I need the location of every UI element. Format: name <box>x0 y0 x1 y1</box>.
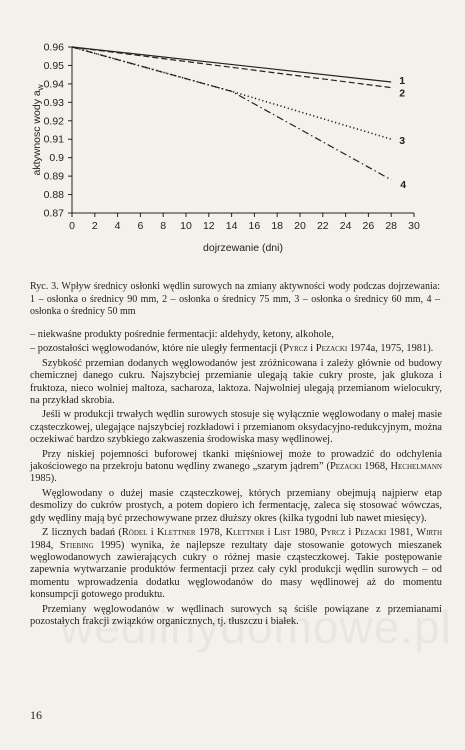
figure-caption: Ryc. 3. Wpływ średnicy osłonki wędlin surowych na zmiany aktywności wody podczas dojrzewania: 1 – osłonka o średnicy 90 mm, 2 – osłonka o średnicy 75 mm, 3 – osłonka o średnicy 60 mm, 4 – osłonka o średnicy 50 mm <box>30 281 440 317</box>
x-tick-label: 10 <box>180 220 192 232</box>
paragraph-text: Węglowodany o dużej masie cząsteczkowej, których przemiany obejmują najpierw etap desmolizy do cukrów prostych, a potem dopiero ich fermentację, zaleca się stosować wówczas, gdy wędliny mają być przechowywane przez dłuższy okres (kilka tygodni lub nawet miesięcy). <box>30 487 442 524</box>
x-tick-label: 16 <box>248 220 261 232</box>
paragraph-text: i <box>345 527 355 539</box>
figure-chart <box>28 30 438 270</box>
x-tick-label: 14 <box>225 220 238 232</box>
x-tick-label: 8 <box>160 220 167 232</box>
paragraph-text: Szybkość przemian dodanych węglowodanów jest zróżnicowana i zależy głównie od budowy chemicznej danego cukru. Najszybciej przemianie ulegają takie cukry proste, jak glukoza i fruktoza, nieco wolniej maltoza, sacharoza, laktoza. Najwolniej ulegają przemianom wielocukry, na przykład skrobia. <box>30 357 442 407</box>
y-tick-label: 0.94 <box>43 78 64 91</box>
body-paragraph <box>30 527 442 601</box>
paragraph-text: 1968, <box>361 461 391 473</box>
series-line-1 <box>72 47 391 82</box>
y-axis-label-subscript: w <box>36 84 45 91</box>
body-paragraph <box>30 488 442 525</box>
y-tick-label: 0.88 <box>43 189 64 202</box>
series-line-4 <box>72 47 391 180</box>
series-label-3: 3 <box>399 135 406 148</box>
paragraph-text: 1974a, 1975, 1981). <box>347 343 434 355</box>
author-citation: List <box>273 527 291 539</box>
author-citation: Pyrcz <box>283 343 308 355</box>
x-tick-label: 18 <box>271 220 284 232</box>
paragraph-text: 1985). <box>30 473 57 485</box>
paragraph-text: Przemiany węglowodanów w wędlinach surowych są ściśle powiązane z przemianami pozostałych frakcji związków organicznych, tj. tłuszczu i białek. <box>30 603 442 627</box>
water-activity-chart <box>28 30 438 270</box>
x-tick-label: 6 <box>137 220 144 232</box>
y-tick-label: 0.87 <box>43 207 64 220</box>
body-paragraph <box>30 604 442 629</box>
paragraph-text: – niekwaśne produkty pośrednie fermentacji: aldehydy, ketony, alkohole, <box>30 329 334 340</box>
author-citation: Klettner <box>225 527 265 539</box>
y-axis-label-main: aktywnosc wody a <box>31 90 43 176</box>
x-tick-label: 30 <box>408 220 420 232</box>
paragraph-text: 1978, <box>195 527 226 539</box>
y-tick-label: 0.93 <box>43 96 64 109</box>
author-citation: Wirth <box>416 527 442 539</box>
author-citation: Pyrcz <box>320 527 346 539</box>
x-tick-label: 12 <box>202 220 215 232</box>
x-tick-label: 22 <box>316 220 329 232</box>
x-axis-label: dojrzewanie (dni) <box>203 242 283 254</box>
y-tick-label: 0.9 <box>49 152 64 165</box>
paragraph-text: Jeśli w produkcji trwałych wędlin surowych stosuje się wyłącznie węglowodany o małej masie cząsteczkowej, ulegające najszybciej rozkładowi i przemianom oksydacyjno-redukcyjnym, można oczekiwać bardzo szybkiego zakwaszenia środowiska masy wędlinowej. <box>30 409 442 446</box>
author-citation: Pezacki <box>354 527 387 539</box>
x-tick-label: 4 <box>114 220 121 232</box>
paragraph-text: i <box>147 527 157 539</box>
body-paragraph <box>30 449 442 486</box>
paragraph-text: 1980, <box>290 527 321 539</box>
y-tick-label: 0.96 <box>43 41 64 54</box>
series-label-4: 4 <box>400 178 407 191</box>
paragraph-text: 1995) wynika, że najlepsze rezultaty daje stosowanie gotowych mieszanek węglowodanowych zawierających cukry o różnej masie cząsteczkowej. Takie postępowanie zapewnia wytwarzanie produktów fermentacji przez cały cykl produkcji wędlin surowych – od momentu wprowadzenia dodatku węglowodanów do masy wędlinowej aż do momentu konsumpcji gotowego produktu. <box>30 539 443 601</box>
series-label-2: 2 <box>399 87 406 100</box>
series-label-1: 1 <box>399 75 406 88</box>
paragraph-text: 1984, <box>30 539 60 551</box>
x-tick-label: 0 <box>69 220 75 232</box>
x-tick-label: 28 <box>385 220 398 232</box>
author-citation: Hechelmann <box>390 461 442 473</box>
x-tick-label: 20 <box>294 220 306 232</box>
x-tick-label: 24 <box>339 220 352 232</box>
paragraph-text: i <box>264 527 274 539</box>
body-text <box>30 329 442 630</box>
body-paragraph <box>30 343 442 355</box>
y-tick-label: 0.89 <box>43 170 64 183</box>
author-citation: Klettner <box>156 527 196 539</box>
chart-svg <box>28 30 438 270</box>
x-tick-label: 2 <box>91 220 98 232</box>
y-tick-label: 0.91 <box>43 133 64 146</box>
author-citation: Rödel <box>121 527 148 539</box>
x-tick-label: 26 <box>362 220 375 232</box>
paragraph-text: Przy niskiej pojemności buforowej tkanki mięśniowej może to prowadzić do odchylenia jakościowego na przekroju batonu wędliny zwanego „szarym jądrem” ( <box>30 448 442 473</box>
y-axis-label <box>31 84 45 175</box>
page-number: 16 <box>30 708 42 722</box>
series-line-2 <box>72 47 391 88</box>
paragraph-text: i <box>307 343 316 355</box>
y-tick-label: 0.95 <box>43 59 64 72</box>
author-citation: Pezacki <box>329 461 362 473</box>
paragraph-text: 1981, <box>386 527 417 539</box>
body-paragraph <box>30 329 442 341</box>
author-citation: Stiebing <box>59 539 94 551</box>
author-citation: Pezacki <box>315 343 348 355</box>
body-paragraph <box>30 409 442 446</box>
paragraph-text: – pozostałości węglowodanów, które nie uległy fermentacji ( <box>30 343 284 355</box>
y-tick-label: 0.92 <box>43 115 64 128</box>
paragraph-text: Z licznych badań ( <box>42 527 122 539</box>
body-paragraph <box>30 358 442 408</box>
